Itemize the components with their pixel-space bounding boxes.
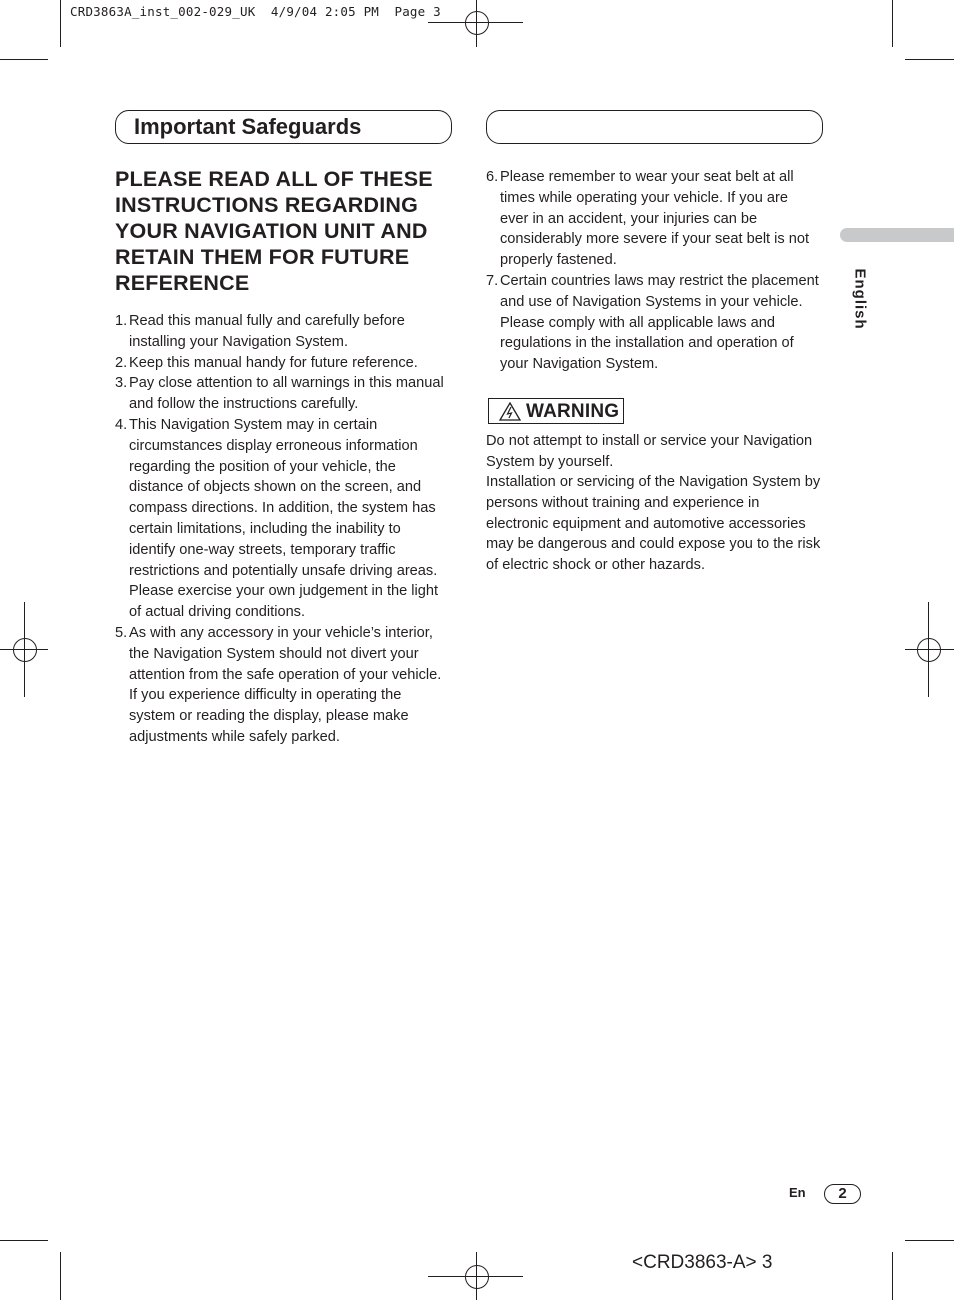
warning-text-2: Installation or servicing of the Navigation System by persons without training and experience in electronic equipment and automotive accessories may be dangerous and could expose you to the risk of electric shock or other hazards. (486, 474, 821, 574)
list-item (115, 353, 451, 374)
list-item (486, 271, 820, 375)
page-title: PLEASE READ ALL OF THESE INSTRUCTIONS REGARDING YOUR NAVIGATION UNIT AND RETAIN THEM FOR FUTURE REFERENCE (115, 167, 433, 295)
warning-badge (488, 398, 624, 424)
instruction-list-right (486, 167, 820, 375)
item-number: 2. (115, 354, 128, 371)
item-text: Certain countries laws may restrict the placement and use of Navigation Systems in your vehicle. Please comply with all applicable laws and regulations in the installation and operation of your Navigation System. (500, 272, 819, 373)
item-text: As with any accessory in your vehicle’s interior, the Navigation System should not divert your attention from the safe operation of your vehicle. If you experience difficulty in operating the system or reading the display, please make adjustments while safely parked. (129, 624, 442, 745)
list-item (486, 167, 820, 271)
section-heading-box (115, 110, 452, 144)
warning-text-1: Do not attempt to install or service your Navigation System by yourself. (486, 433, 813, 470)
electric-hazard-icon (499, 402, 521, 421)
language-code: En (789, 1185, 806, 1200)
list-item (115, 373, 451, 415)
item-number: 7. (486, 272, 499, 289)
item-text: Keep this manual handy for future reference. (129, 354, 418, 371)
list-item (115, 623, 451, 748)
print-slug: CRD3863A_inst_002-029_UK 4/9/04 2:05 PM Page 3 (70, 4, 441, 19)
item-text: Read this manual fully and carefully before installing your Navigation System. (129, 313, 405, 350)
page-number: 2 (824, 1184, 861, 1204)
language-label: English (851, 268, 869, 330)
warning-label: WARNING (526, 401, 620, 422)
item-number: 6. (486, 169, 499, 185)
item-number: 1. (115, 313, 128, 329)
document-code: <CRD3863-A> 3 (632, 1252, 773, 1273)
list-item (115, 311, 451, 353)
section-heading: Important Safeguards (134, 114, 362, 139)
item-text: This Navigation System may in certain circumstances display erroneous information regarding the position of your vehicle, the distance of objects shown on the screen, and compass directions. In addition, the system has certain limitations, including the inability to identify one-way streets, temporary traffic restrictions and potentially unsafe driving areas. Please exercise your own judgement in the light of actual driving conditions. (129, 416, 439, 621)
list-item (115, 415, 451, 623)
item-number: 4. (115, 416, 128, 433)
item-text: Pay close attention to all warnings in this manual and follow the instructions carefully. (129, 375, 444, 413)
item-number: 5. (115, 624, 128, 641)
instruction-list-left (115, 311, 451, 748)
language-tab (840, 228, 954, 242)
item-number: 3. (115, 375, 128, 392)
item-text: Please remember to wear your seat belt at all times while operating your vehicle. If you are ever in an accident, your injuries can be considerably more severe if your seat belt is not properly fastened. (500, 169, 810, 269)
empty-heading-box (486, 110, 823, 144)
